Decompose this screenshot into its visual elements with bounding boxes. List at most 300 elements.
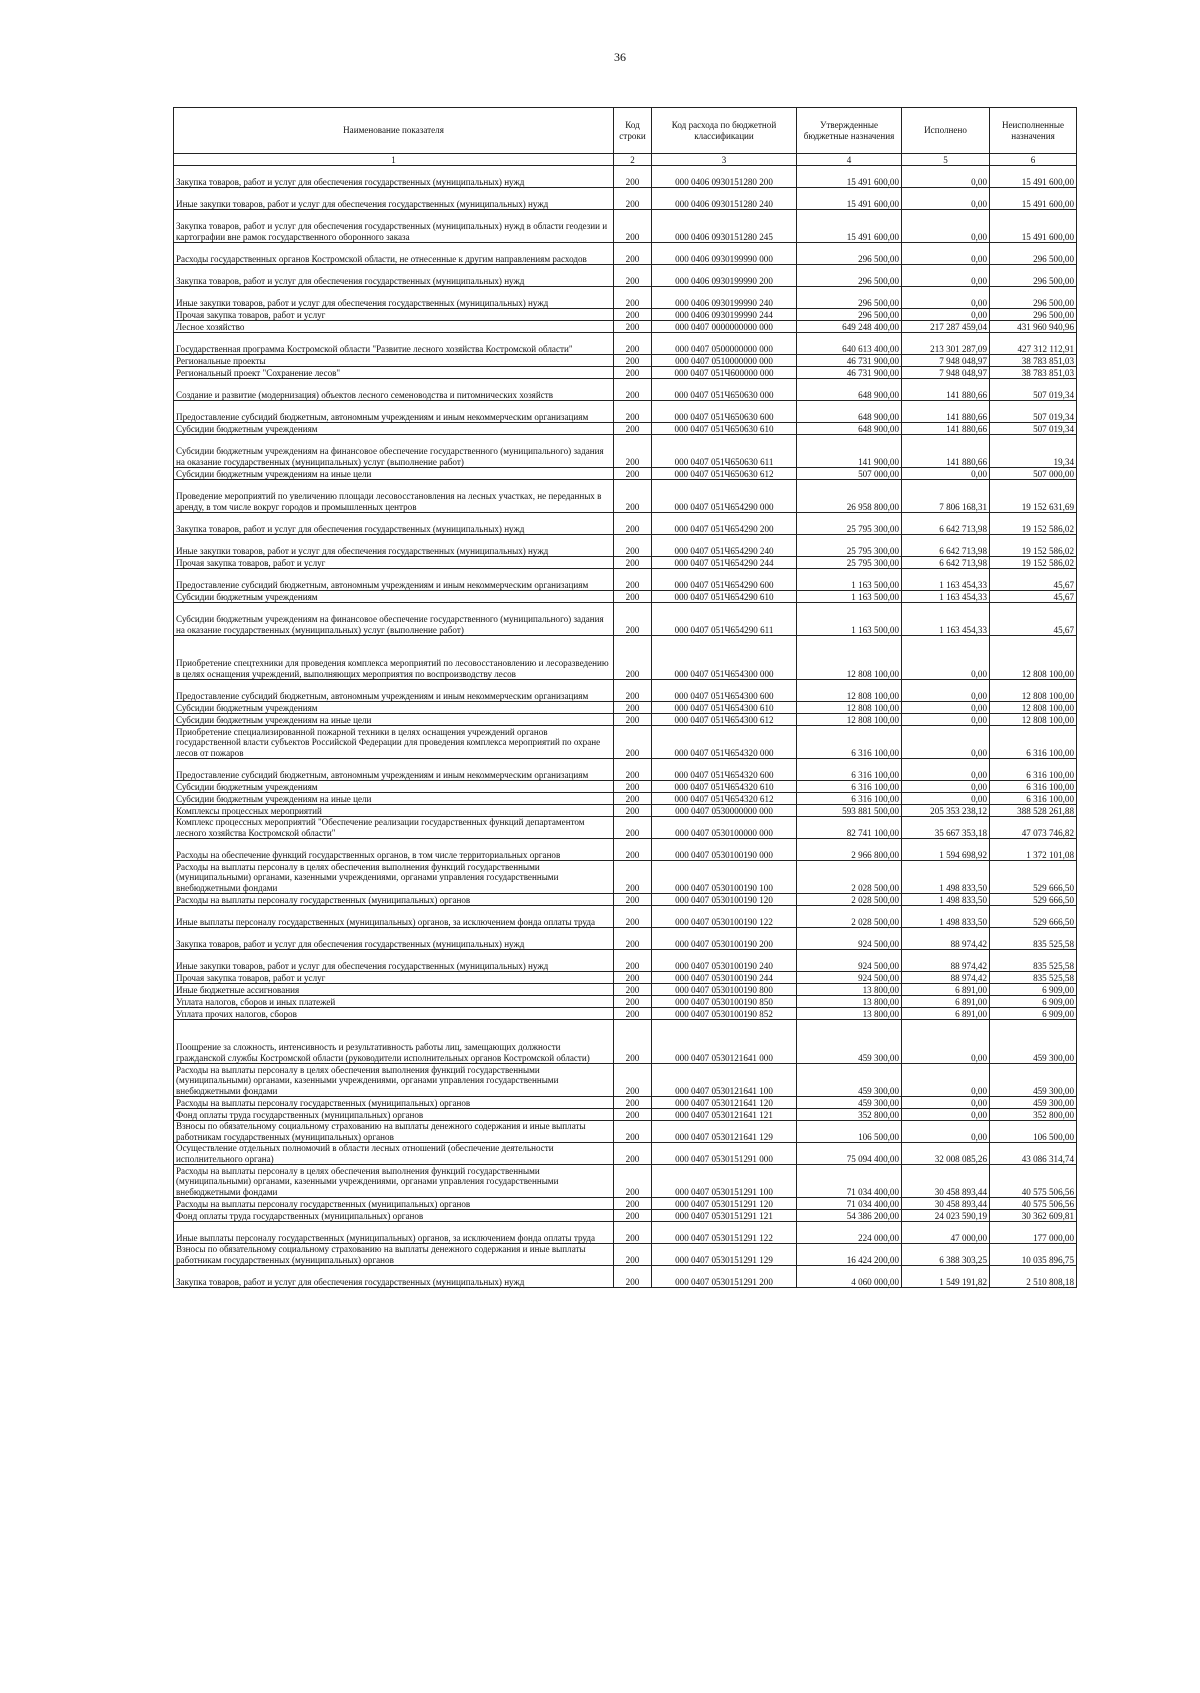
- cell-approved: 459 300,00: [797, 1020, 902, 1064]
- table-row: [174, 435, 1077, 468]
- table-row: [174, 996, 1077, 1008]
- cell-unexecuted: 47 073 746,82: [990, 817, 1077, 839]
- cell-indicator-name: Закупка товаров, работ и услуг для обеспечения государственных (муниципальных) нужд: [174, 166, 614, 188]
- cell-line-code: 200: [614, 557, 652, 569]
- table-row: [174, 894, 1077, 906]
- cell-unexecuted: 12 808 100,00: [990, 702, 1077, 714]
- cell-line-code: 200: [614, 355, 652, 367]
- cell-approved: 2 028 500,00: [797, 906, 902, 928]
- cell-classification-code: 000 0406 0930199990 000: [652, 243, 797, 265]
- cell-indicator-name: Фонд оплаты труда государственных (муниципальных) органов: [174, 1210, 614, 1222]
- cell-unexecuted: 1 372 101,08: [990, 839, 1077, 861]
- cell-approved: 26 958 800,00: [797, 480, 902, 513]
- cell-approved: 2 028 500,00: [797, 894, 902, 906]
- table-row: [174, 1109, 1077, 1121]
- table-row: [174, 928, 1077, 950]
- table-row: [174, 166, 1077, 188]
- cell-approved: 12 808 100,00: [797, 702, 902, 714]
- cell-indicator-name: Расходы государственных органов Костромской области, не отнесенные к другим направлениям расходов: [174, 243, 614, 265]
- cell-executed: 1 163 454,33: [902, 603, 990, 636]
- cell-classification-code: 000 0407 051Ч654320 610: [652, 781, 797, 793]
- cell-indicator-name: Закупка товаров, работ и услуг для обеспечения государственных (муниципальных) нужд в области геодезии и картографии вне рамок государственного оборонного заказа: [174, 210, 614, 243]
- cell-classification-code: 000 0407 051Ч654290 240: [652, 535, 797, 557]
- cell-indicator-name: Иные закупки товаров, работ и услуг для обеспечения государственных (муниципальных) нужд: [174, 287, 614, 309]
- cell-indicator-name: Закупка товаров, работ и услуг для обеспечения государственных (муниципальных) нужд: [174, 265, 614, 287]
- cell-classification-code: 000 0407 0530000000 000: [652, 805, 797, 817]
- table-row: [174, 1222, 1077, 1244]
- cell-approved: 71 034 400,00: [797, 1165, 902, 1198]
- cell-unexecuted: 6 316 100,00: [990, 793, 1077, 805]
- table-row: [174, 603, 1077, 636]
- table-row: [174, 333, 1077, 355]
- cell-approved: 15 491 600,00: [797, 210, 902, 243]
- cell-unexecuted: 459 300,00: [990, 1020, 1077, 1064]
- table-row: [174, 379, 1077, 401]
- header-row: [174, 108, 1077, 154]
- table-row: [174, 906, 1077, 928]
- cell-indicator-name: Иные закупки товаров, работ и услуг для обеспечения государственных (муниципальных) нужд: [174, 188, 614, 210]
- cell-indicator-name: Предоставление субсидий бюджетным, автономным учреждениям и иным некоммерческим организациям: [174, 759, 614, 781]
- cell-approved: 25 795 300,00: [797, 535, 902, 557]
- cell-line-code: 200: [614, 367, 652, 379]
- table-row: [174, 243, 1077, 265]
- cell-classification-code: 000 0407 051Ч654320 000: [652, 726, 797, 759]
- cell-line-code: 200: [614, 480, 652, 513]
- cell-unexecuted: 40 575 506,56: [990, 1165, 1077, 1198]
- cell-executed: 0,00: [902, 714, 990, 726]
- cell-executed: 0,00: [902, 243, 990, 265]
- cell-executed: 30 458 893,44: [902, 1198, 990, 1210]
- cell-approved: 6 316 100,00: [797, 793, 902, 805]
- cell-indicator-name: Лесное хозяйство: [174, 321, 614, 333]
- table-row: [174, 1143, 1077, 1165]
- cell-unexecuted: 6 909,00: [990, 996, 1077, 1008]
- cell-unexecuted: 45,67: [990, 569, 1077, 591]
- cell-unexecuted: 835 525,58: [990, 928, 1077, 950]
- table-row: [174, 423, 1077, 435]
- cell-classification-code: 000 0407 0530100000 000: [652, 817, 797, 839]
- cell-indicator-name: Субсидии бюджетным учреждениям на финансовое обеспечение государственного (муниципального) задания на оказание государственных (муниципальных) услуг (выполнение работ): [174, 603, 614, 636]
- cell-approved: 2 028 500,00: [797, 861, 902, 894]
- cell-executed: 7 948 048,97: [902, 355, 990, 367]
- cell-approved: 25 795 300,00: [797, 513, 902, 535]
- cell-line-code: 200: [614, 1210, 652, 1222]
- cell-line-code: 200: [614, 817, 652, 839]
- header-indicator-name: Наименование показателя: [174, 108, 614, 154]
- cell-approved: 1 163 500,00: [797, 569, 902, 591]
- header-approved: Утвержденные бюджетные назначения: [797, 108, 902, 154]
- cell-approved: 1 163 500,00: [797, 603, 902, 636]
- table-row: [174, 188, 1077, 210]
- cell-approved: 25 795 300,00: [797, 557, 902, 569]
- cell-classification-code: 000 0407 0530100190 850: [652, 996, 797, 1008]
- table-row: [174, 265, 1077, 287]
- cell-unexecuted: 10 035 896,75: [990, 1244, 1077, 1266]
- header-classification-code: Код расхода по бюджетной классификации: [652, 108, 797, 154]
- cell-approved: 1 163 500,00: [797, 591, 902, 603]
- cell-executed: 1 498 833,50: [902, 894, 990, 906]
- cell-line-code: 200: [614, 188, 652, 210]
- cell-classification-code: 000 0407 0530151291 121: [652, 1210, 797, 1222]
- cell-indicator-name: Субсидии бюджетным учреждениям на финансовое обеспечение государственного (муниципального) задания на оказание государственных (муниципальных) услуг (выполнение работ): [174, 435, 614, 468]
- table-row: [174, 680, 1077, 702]
- cell-indicator-name: Региональный проект "Сохранение лесов": [174, 367, 614, 379]
- column-number: 5: [902, 154, 990, 166]
- cell-classification-code: 000 0407 0500000000 000: [652, 333, 797, 355]
- cell-indicator-name: Уплата прочих налогов, сборов: [174, 1008, 614, 1020]
- cell-line-code: 200: [614, 569, 652, 591]
- cell-classification-code: 000 0407 0530100190 000: [652, 839, 797, 861]
- cell-unexecuted: 12 808 100,00: [990, 636, 1077, 680]
- cell-approved: 648 900,00: [797, 401, 902, 423]
- cell-approved: 640 613 400,00: [797, 333, 902, 355]
- cell-approved: 924 500,00: [797, 972, 902, 984]
- cell-line-code: 200: [614, 726, 652, 759]
- cell-indicator-name: Комплексы процессных мероприятий: [174, 805, 614, 817]
- cell-indicator-name: Осуществление отдельных полномочий в области лесных отношений (обеспечение деятельности исполнительного органа): [174, 1143, 614, 1165]
- cell-line-code: 200: [614, 1165, 652, 1198]
- cell-unexecuted: 296 500,00: [990, 243, 1077, 265]
- cell-indicator-name: Региональные проекты: [174, 355, 614, 367]
- cell-executed: 0,00: [902, 468, 990, 480]
- cell-classification-code: 000 0407 0530121641 120: [652, 1097, 797, 1109]
- cell-approved: 296 500,00: [797, 287, 902, 309]
- cell-classification-code: 000 0407 0510000000 000: [652, 355, 797, 367]
- cell-unexecuted: 529 666,50: [990, 894, 1077, 906]
- cell-indicator-name: Уплата налогов, сборов и иных платежей: [174, 996, 614, 1008]
- cell-unexecuted: 15 491 600,00: [990, 210, 1077, 243]
- cell-executed: 141 880,66: [902, 435, 990, 468]
- cell-unexecuted: 507 019,34: [990, 379, 1077, 401]
- cell-executed: 1 498 833,50: [902, 861, 990, 894]
- cell-executed: 0,00: [902, 309, 990, 321]
- cell-approved: 459 300,00: [797, 1097, 902, 1109]
- cell-indicator-name: Предоставление субсидий бюджетным, автономным учреждениям и иным некоммерческим организациям: [174, 401, 614, 423]
- cell-approved: 106 500,00: [797, 1121, 902, 1143]
- cell-indicator-name: Расходы на обеспечение функций государственных органов, в том числе территориальных органов: [174, 839, 614, 861]
- cell-line-code: 200: [614, 636, 652, 680]
- cell-line-code: 200: [614, 1198, 652, 1210]
- cell-approved: 224 000,00: [797, 1222, 902, 1244]
- cell-classification-code: 000 0407 051Ч654300 612: [652, 714, 797, 726]
- cell-executed: 213 301 287,09: [902, 333, 990, 355]
- cell-executed: 0,00: [902, 210, 990, 243]
- cell-executed: 1 594 698,92: [902, 839, 990, 861]
- cell-indicator-name: Иные выплаты персоналу государственных (муниципальных) органов, за исключением фонда оплаты труда: [174, 906, 614, 928]
- cell-unexecuted: 529 666,50: [990, 906, 1077, 928]
- cell-classification-code: 000 0407 051Ч650630 610: [652, 423, 797, 435]
- cell-unexecuted: 19 152 586,02: [990, 513, 1077, 535]
- cell-classification-code: 000 0407 0530121641 000: [652, 1020, 797, 1064]
- cell-approved: 649 248 400,00: [797, 321, 902, 333]
- cell-executed: 88 974,42: [902, 928, 990, 950]
- cell-approved: 924 500,00: [797, 950, 902, 972]
- cell-approved: 46 731 900,00: [797, 367, 902, 379]
- table-row: [174, 726, 1077, 759]
- budget-execution-table: [173, 107, 1077, 1288]
- table-row: [174, 702, 1077, 714]
- column-number: 2: [614, 154, 652, 166]
- cell-line-code: 200: [614, 1143, 652, 1165]
- cell-line-code: 200: [614, 513, 652, 535]
- cell-indicator-name: Комплекс процессных мероприятий "Обеспечение реализации государственных функций департаментом лесного хозяйства Костромской области": [174, 817, 614, 839]
- cell-approved: 507 000,00: [797, 468, 902, 480]
- cell-unexecuted: 388 528 261,88: [990, 805, 1077, 817]
- cell-executed: 217 287 459,04: [902, 321, 990, 333]
- cell-line-code: 200: [614, 680, 652, 702]
- cell-executed: 6 642 713,98: [902, 535, 990, 557]
- cell-classification-code: 000 0407 051Ч600000 000: [652, 367, 797, 379]
- cell-unexecuted: 19 152 631,69: [990, 480, 1077, 513]
- cell-classification-code: 000 0407 0530121641 100: [652, 1064, 797, 1097]
- cell-classification-code: 000 0407 0530151291 122: [652, 1222, 797, 1244]
- cell-executed: 88 974,42: [902, 972, 990, 984]
- cell-classification-code: 000 0407 051Ч654290 200: [652, 513, 797, 535]
- cell-classification-code: 000 0406 0930151280 240: [652, 188, 797, 210]
- cell-line-code: 200: [614, 793, 652, 805]
- cell-unexecuted: 30 362 609,81: [990, 1210, 1077, 1222]
- cell-executed: 0,00: [902, 702, 990, 714]
- cell-line-code: 200: [614, 1020, 652, 1064]
- cell-classification-code: 000 0407 051Ч654320 612: [652, 793, 797, 805]
- table-row: [174, 309, 1077, 321]
- cell-line-code: 200: [614, 535, 652, 557]
- cell-indicator-name: Субсидии бюджетным учреждениям: [174, 702, 614, 714]
- table-row: [174, 569, 1077, 591]
- cell-indicator-name: Субсидии бюджетным учреждениям: [174, 781, 614, 793]
- cell-line-code: 200: [614, 333, 652, 355]
- cell-unexecuted: 431 960 940,96: [990, 321, 1077, 333]
- column-number-row: [174, 154, 1077, 166]
- cell-line-code: 200: [614, 1244, 652, 1266]
- column-number: 1: [174, 154, 614, 166]
- cell-executed: 0,00: [902, 680, 990, 702]
- cell-indicator-name: Прочая закупка товаров, работ и услуг: [174, 972, 614, 984]
- cell-approved: 54 386 200,00: [797, 1210, 902, 1222]
- cell-line-code: 200: [614, 984, 652, 996]
- cell-approved: 13 800,00: [797, 1008, 902, 1020]
- cell-classification-code: 000 0406 0930151280 245: [652, 210, 797, 243]
- table-row: [174, 781, 1077, 793]
- cell-executed: 0,00: [902, 287, 990, 309]
- table-row: [174, 401, 1077, 423]
- cell-classification-code: 000 0406 0930151280 200: [652, 166, 797, 188]
- table-row: [174, 1064, 1077, 1097]
- cell-indicator-name: Иные бюджетные ассигнования: [174, 984, 614, 996]
- column-number: 6: [990, 154, 1077, 166]
- cell-executed: 7 948 048,97: [902, 367, 990, 379]
- cell-executed: 6 642 713,98: [902, 557, 990, 569]
- cell-line-code: 200: [614, 805, 652, 817]
- cell-line-code: 200: [614, 894, 652, 906]
- cell-line-code: 200: [614, 166, 652, 188]
- cell-indicator-name: Взносы по обязательному социальному страхованию на выплаты денежного содержания и иные выплаты работникам государственных (муниципальных) органов: [174, 1121, 614, 1143]
- table-row: [174, 861, 1077, 894]
- cell-unexecuted: 6 909,00: [990, 984, 1077, 996]
- cell-classification-code: 000 0407 051Ч654300 000: [652, 636, 797, 680]
- cell-executed: 88 974,42: [902, 950, 990, 972]
- cell-line-code: 200: [614, 1266, 652, 1288]
- cell-indicator-name: Прочая закупка товаров, работ и услуг: [174, 557, 614, 569]
- table-row: [174, 759, 1077, 781]
- cell-line-code: 200: [614, 928, 652, 950]
- cell-approved: 71 034 400,00: [797, 1198, 902, 1210]
- cell-executed: 7 806 168,31: [902, 480, 990, 513]
- cell-classification-code: 000 0407 0530151291 000: [652, 1143, 797, 1165]
- cell-line-code: 200: [614, 401, 652, 423]
- cell-indicator-name: Расходы на выплаты персоналу в целях обеспечения выполнения функций государственными (муниципальными) органами, казенными учреждениями, органами управления государственными внебюджетными фондами: [174, 1064, 614, 1097]
- table-row: [174, 839, 1077, 861]
- cell-line-code: 200: [614, 702, 652, 714]
- cell-indicator-name: Субсидии бюджетным учреждениям: [174, 591, 614, 603]
- cell-unexecuted: 177 000,00: [990, 1222, 1077, 1244]
- cell-approved: 6 316 100,00: [797, 759, 902, 781]
- cell-classification-code: 000 0407 0530121641 121: [652, 1109, 797, 1121]
- table-row: [174, 480, 1077, 513]
- cell-unexecuted: 19 152 586,02: [990, 535, 1077, 557]
- cell-approved: 75 094 400,00: [797, 1143, 902, 1165]
- cell-classification-code: 000 0407 051Ч654290 600: [652, 569, 797, 591]
- cell-approved: 2 966 800,00: [797, 839, 902, 861]
- cell-classification-code: 000 0407 051Ч654300 600: [652, 680, 797, 702]
- cell-unexecuted: 106 500,00: [990, 1121, 1077, 1143]
- cell-classification-code: 000 0406 0930199990 244: [652, 309, 797, 321]
- table-row: [174, 984, 1077, 996]
- cell-approved: 296 500,00: [797, 265, 902, 287]
- cell-indicator-name: Фонд оплаты труда государственных (муниципальных) органов: [174, 1109, 614, 1121]
- table-row: [174, 468, 1077, 480]
- cell-unexecuted: 6 316 100,00: [990, 759, 1077, 781]
- cell-classification-code: 000 0407 051Ч654290 610: [652, 591, 797, 603]
- table-row: [174, 1097, 1077, 1109]
- cell-unexecuted: 507 019,34: [990, 401, 1077, 423]
- cell-approved: 12 808 100,00: [797, 714, 902, 726]
- cell-executed: 24 023 590,19: [902, 1210, 990, 1222]
- cell-unexecuted: 459 300,00: [990, 1097, 1077, 1109]
- cell-line-code: 200: [614, 243, 652, 265]
- cell-indicator-name: Иные выплаты персоналу государственных (муниципальных) органов, за исключением фонда оплаты труда: [174, 1222, 614, 1244]
- cell-executed: 1 163 454,33: [902, 569, 990, 591]
- cell-line-code: 200: [614, 996, 652, 1008]
- cell-executed: 35 667 353,18: [902, 817, 990, 839]
- cell-executed: 30 458 893,44: [902, 1165, 990, 1198]
- page-number: 36: [614, 50, 626, 64]
- table-row: [174, 591, 1077, 603]
- cell-indicator-name: Иные закупки товаров, работ и услуг для обеспечения государственных (муниципальных) нужд: [174, 950, 614, 972]
- cell-classification-code: 000 0407 051Ч654320 600: [652, 759, 797, 781]
- cell-approved: 4 060 000,00: [797, 1266, 902, 1288]
- cell-executed: 0,00: [902, 759, 990, 781]
- cell-approved: 648 900,00: [797, 379, 902, 401]
- cell-classification-code: 000 0407 051Ч650630 612: [652, 468, 797, 480]
- cell-executed: 0,00: [902, 1121, 990, 1143]
- cell-classification-code: 000 0407 0530100190 200: [652, 928, 797, 950]
- cell-line-code: 200: [614, 1121, 652, 1143]
- cell-executed: 0,00: [902, 1097, 990, 1109]
- cell-unexecuted: 12 808 100,00: [990, 714, 1077, 726]
- cell-unexecuted: 45,67: [990, 591, 1077, 603]
- cell-unexecuted: 2 510 808,18: [990, 1266, 1077, 1288]
- cell-classification-code: 000 0407 0530100190 120: [652, 894, 797, 906]
- cell-classification-code: 000 0407 0530151291 120: [652, 1198, 797, 1210]
- cell-classification-code: 000 0407 051Ч654290 244: [652, 557, 797, 569]
- cell-classification-code: 000 0407 0000000000 000: [652, 321, 797, 333]
- cell-indicator-name: Предоставление субсидий бюджетным, автономным учреждениям и иным некоммерческим организациям: [174, 569, 614, 591]
- cell-classification-code: 000 0407 0530151291 200: [652, 1266, 797, 1288]
- cell-line-code: 200: [614, 468, 652, 480]
- cell-unexecuted: 15 491 600,00: [990, 188, 1077, 210]
- cell-classification-code: 000 0407 0530100190 240: [652, 950, 797, 972]
- cell-approved: 82 741 100,00: [797, 817, 902, 839]
- cell-classification-code: 000 0407 0530100190 852: [652, 1008, 797, 1020]
- cell-executed: 1 163 454,33: [902, 591, 990, 603]
- cell-classification-code: 000 0407 0530100190 122: [652, 906, 797, 928]
- cell-executed: 141 880,66: [902, 401, 990, 423]
- table-row: [174, 1244, 1077, 1266]
- cell-classification-code: 000 0407 0530151291 100: [652, 1165, 797, 1198]
- cell-classification-code: 000 0407 0530100190 244: [652, 972, 797, 984]
- cell-unexecuted: 6 316 100,00: [990, 781, 1077, 793]
- cell-unexecuted: 296 500,00: [990, 287, 1077, 309]
- cell-executed: 0,00: [902, 1109, 990, 1121]
- cell-unexecuted: 38 783 851,03: [990, 355, 1077, 367]
- cell-indicator-name: Приобретение специализированной пожарной техники в целях оснащения учреждений органов государственной власти субъектов Российской Федерации для проведения комплекса мероприятий по охране лесов от пожаров: [174, 726, 614, 759]
- cell-unexecuted: 40 575 506,56: [990, 1198, 1077, 1210]
- cell-approved: 924 500,00: [797, 928, 902, 950]
- cell-unexecuted: 507 000,00: [990, 468, 1077, 480]
- table-row: [174, 714, 1077, 726]
- cell-executed: 0,00: [902, 265, 990, 287]
- cell-indicator-name: Субсидии бюджетным учреждениям на иные цели: [174, 793, 614, 805]
- cell-executed: 47 000,00: [902, 1222, 990, 1244]
- cell-classification-code: 000 0407 051Ч650630 600: [652, 401, 797, 423]
- cell-line-code: 200: [614, 714, 652, 726]
- cell-approved: 648 900,00: [797, 423, 902, 435]
- table-row: [174, 1165, 1077, 1198]
- cell-approved: 12 808 100,00: [797, 680, 902, 702]
- cell-unexecuted: 6 909,00: [990, 1008, 1077, 1020]
- cell-executed: 6 388 303,25: [902, 1244, 990, 1266]
- cell-indicator-name: Поощрение за сложность, интенсивность и результативность работы лиц, замещающих должности гражданской службы Костромской области (руководители исполнительных органов Костромской области): [174, 1020, 614, 1064]
- cell-indicator-name: Приобретение спецтехники для проведения комплекса мероприятий по лесовосстановлению и лесоразведению в целях оснащения учреждений, выполняющих мероприятия по воспроизводству лесов: [174, 636, 614, 680]
- cell-indicator-name: Прочая закупка товаров, работ и услуг: [174, 309, 614, 321]
- cell-unexecuted: 529 666,50: [990, 861, 1077, 894]
- cell-executed: 32 008 085,26: [902, 1143, 990, 1165]
- cell-indicator-name: Закупка товаров, работ и услуг для обеспечения государственных (муниципальных) нужд: [174, 513, 614, 535]
- table-row: [174, 793, 1077, 805]
- cell-indicator-name: Расходы на выплаты персоналу государственных (муниципальных) органов: [174, 1198, 614, 1210]
- cell-unexecuted: 835 525,58: [990, 972, 1077, 984]
- cell-unexecuted: 296 500,00: [990, 309, 1077, 321]
- cell-line-code: 200: [614, 603, 652, 636]
- cell-unexecuted: 427 312 112,91: [990, 333, 1077, 355]
- cell-classification-code: 000 0407 0530151291 129: [652, 1244, 797, 1266]
- table-row: [174, 210, 1077, 243]
- cell-line-code: 200: [614, 906, 652, 928]
- table-row: [174, 950, 1077, 972]
- cell-unexecuted: 6 316 100,00: [990, 726, 1077, 759]
- column-number: 4: [797, 154, 902, 166]
- cell-unexecuted: 19 152 586,02: [990, 557, 1077, 569]
- cell-approved: 6 316 100,00: [797, 781, 902, 793]
- cell-executed: 0,00: [902, 781, 990, 793]
- cell-indicator-name: Расходы на выплаты персоналу государственных (муниципальных) органов: [174, 894, 614, 906]
- cell-line-code: 200: [614, 759, 652, 781]
- table-row: [174, 1020, 1077, 1064]
- table-row: [174, 817, 1077, 839]
- cell-line-code: 200: [614, 210, 652, 243]
- cell-line-code: 200: [614, 423, 652, 435]
